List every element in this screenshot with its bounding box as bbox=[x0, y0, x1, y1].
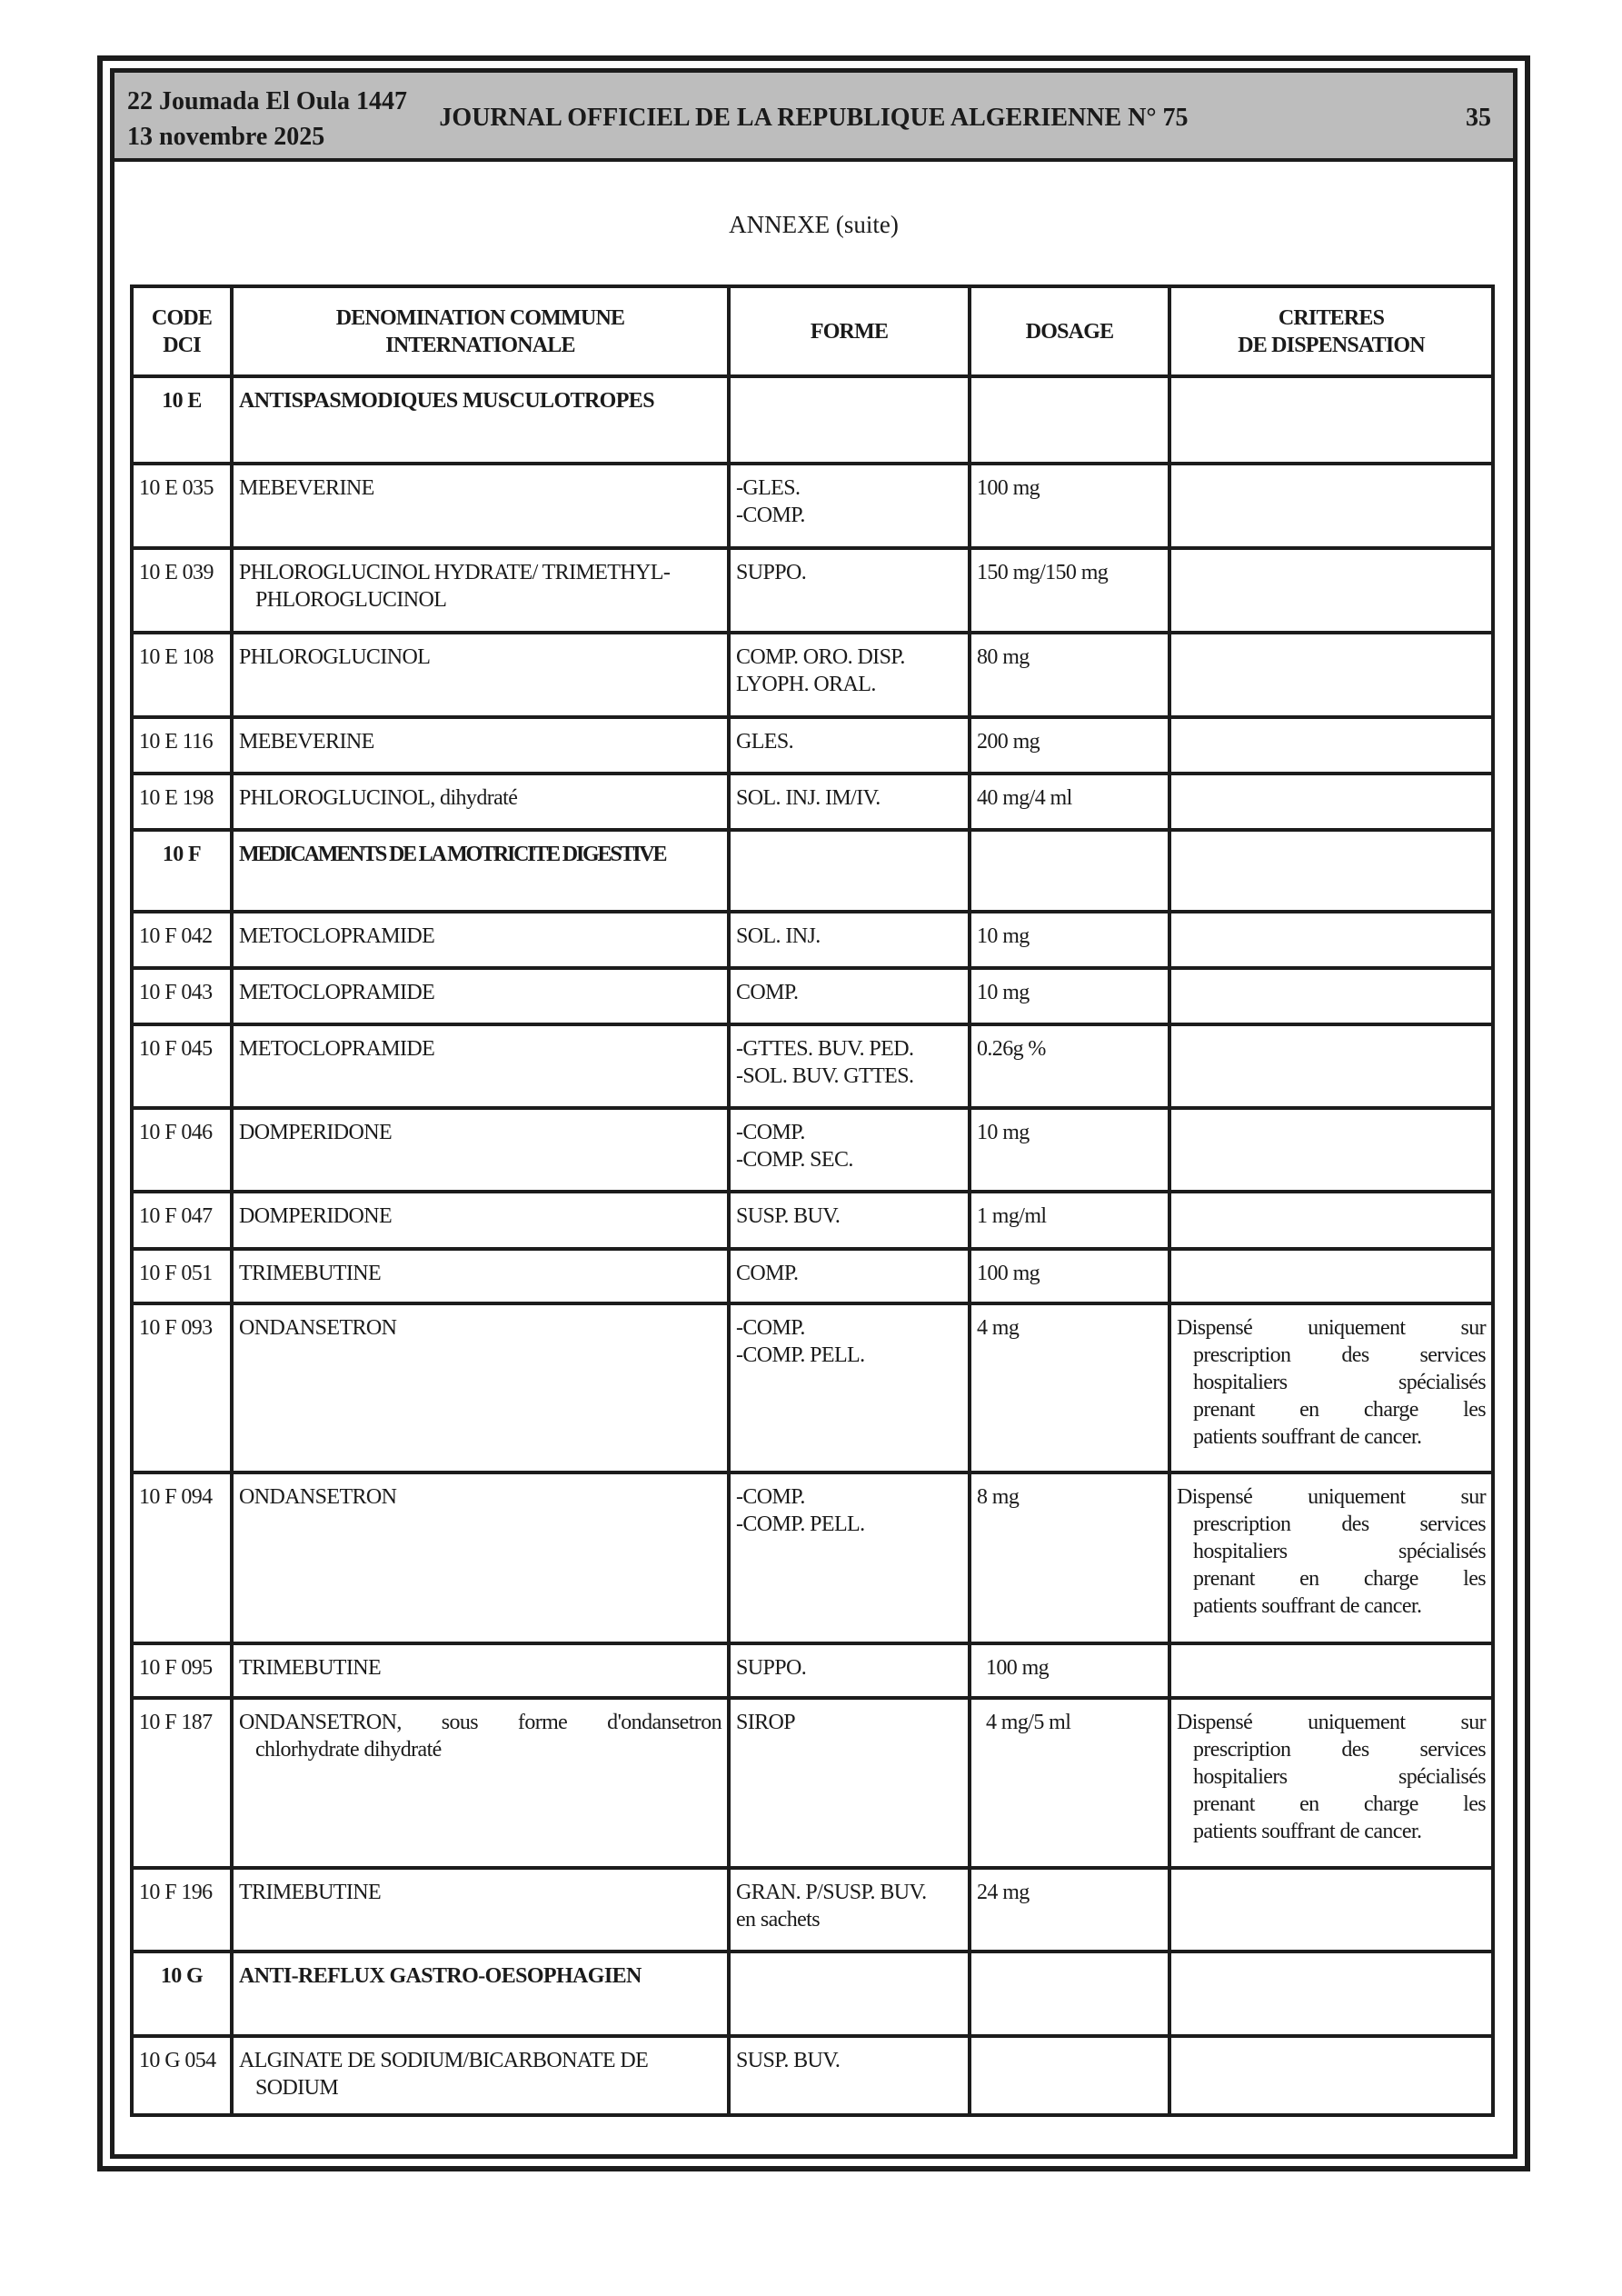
name-cell: METOCLOPRAMIDE bbox=[232, 968, 729, 1024]
dosage-cell: 100 mg bbox=[970, 1643, 1169, 1698]
dosage-cell: 100 mg bbox=[970, 1249, 1169, 1303]
forme-line: SUSP. BUV. bbox=[736, 2049, 841, 2072]
name-continuation: SODIUM bbox=[255, 2076, 339, 2100]
dosage-cell bbox=[970, 2036, 1169, 2115]
forme-line: SUPPO. bbox=[736, 1656, 807, 1680]
name-cell: ONDANSETRON bbox=[232, 1303, 729, 1472]
name-cell: PHLOROGLUCINOL bbox=[232, 633, 729, 717]
table-row bbox=[132, 912, 1493, 968]
gregorian-date: 13 novembre 2025 bbox=[127, 123, 325, 151]
col-header-forme: FORME bbox=[729, 286, 970, 376]
code-cell: 10 F 046 bbox=[132, 1108, 232, 1192]
criteres-cell bbox=[1169, 830, 1493, 912]
code-cell: 10 F 094 bbox=[132, 1472, 232, 1643]
forme-line: SUSP. BUV. bbox=[736, 1204, 841, 1228]
code-cell: 10 F 187 bbox=[132, 1698, 232, 1868]
col-header-criteres-line1: CRITERES bbox=[1278, 305, 1385, 330]
criteres-line: prescription des services bbox=[1193, 1512, 1486, 1536]
criteres-cell bbox=[1169, 1108, 1493, 1192]
name-line: ALGINATE DE SODIUM/BICARBONATE DE bbox=[239, 2049, 649, 2072]
section-row bbox=[132, 376, 1493, 464]
criteres-line: prenant en charge les bbox=[1193, 1567, 1486, 1591]
dosage-cell bbox=[970, 1952, 1169, 2036]
col-header-dci-line1: DENOMINATION COMMUNE bbox=[335, 305, 625, 330]
forme-line: -COMP. SEC. bbox=[736, 1148, 853, 1172]
dosage-cell: 0.26g % bbox=[970, 1024, 1169, 1108]
dosage-cell: 1 mg/ml bbox=[970, 1192, 1169, 1249]
code-cell: 10 F 043 bbox=[132, 968, 232, 1024]
table-row bbox=[132, 1698, 1493, 1868]
name-cell bbox=[232, 1698, 729, 1868]
forme-cell bbox=[729, 1698, 970, 1868]
forme-cell bbox=[729, 2036, 970, 2115]
criteres-cell bbox=[1169, 548, 1493, 633]
name-cell bbox=[232, 548, 729, 633]
forme-line: LYOPH. ORAL. bbox=[736, 673, 876, 696]
table-row bbox=[132, 1303, 1493, 1472]
forme-cell bbox=[729, 1303, 970, 1472]
dosage-cell bbox=[970, 830, 1169, 912]
table-row bbox=[132, 1643, 1493, 1698]
col-header-dci bbox=[232, 286, 729, 376]
col-header-criteres bbox=[1169, 286, 1493, 376]
criteres-line: hospitaliers spécialisés bbox=[1193, 1540, 1486, 1563]
forme-cell bbox=[729, 1108, 970, 1192]
code-cell: 10 E 039 bbox=[132, 548, 232, 633]
forme-line: -COMP. PELL. bbox=[736, 1512, 865, 1536]
table-row bbox=[132, 548, 1493, 633]
table-row bbox=[132, 633, 1493, 717]
page-number: 35 bbox=[1466, 104, 1491, 132]
journal-header bbox=[114, 73, 1513, 162]
col-header-criteres-line2: DE DISPENSATION bbox=[1238, 333, 1425, 357]
forme-cell bbox=[729, 1472, 970, 1643]
forme-line: SOL. INJ. IM/IV. bbox=[736, 786, 881, 810]
code-cell: 10 E 108 bbox=[132, 633, 232, 717]
forme-line: -GLES. bbox=[736, 476, 801, 500]
dosage-cell: 24 mg bbox=[970, 1868, 1169, 1952]
section-name: ANTISPASMODIQUES MUSCULOTROPES bbox=[232, 376, 729, 464]
code-cell: 10 E 116 bbox=[132, 717, 232, 774]
criteres-cell bbox=[1169, 968, 1493, 1024]
code-cell: 10 F 196 bbox=[132, 1868, 232, 1952]
forme-line: COMP. bbox=[736, 1262, 799, 1285]
forme-cell bbox=[729, 633, 970, 717]
section-code: 10 F bbox=[132, 830, 232, 912]
criteres-cell bbox=[1169, 1024, 1493, 1108]
forme-line: GLES. bbox=[736, 730, 794, 754]
name-continuation: chlorhydrate dihydraté bbox=[255, 1738, 442, 1762]
criteres-cell bbox=[1169, 1192, 1493, 1249]
forme-cell bbox=[729, 1192, 970, 1249]
dosage-cell: 80 mg bbox=[970, 633, 1169, 717]
dosage-cell: 4 mg bbox=[970, 1303, 1169, 1472]
journal-title: JOURNAL OFFICIEL DE LA REPUBLIQUE ALGERIENNE N° 75 bbox=[439, 104, 1189, 132]
dosage-cell: 10 mg bbox=[970, 912, 1169, 968]
criteres-cell bbox=[1169, 376, 1493, 464]
table-row bbox=[132, 968, 1493, 1024]
section-code: 10 E bbox=[132, 376, 232, 464]
name-continuation: PHLOROGLUCINOL bbox=[255, 588, 447, 612]
name-cell: PHLOROGLUCINOL, dihydraté bbox=[232, 774, 729, 830]
forme-line: SIROP bbox=[736, 1711, 796, 1734]
forme-line: -SOL. BUV. GTTES. bbox=[736, 1064, 914, 1088]
table-row bbox=[132, 1192, 1493, 1249]
code-cell: 10 G 054 bbox=[132, 2036, 232, 2115]
forme-line: -COMP. bbox=[736, 1121, 805, 1144]
criteres-line: Dispensé uniquement sur bbox=[1177, 1485, 1486, 1509]
col-header-code bbox=[132, 286, 232, 376]
name-cell: MEBEVERINE bbox=[232, 464, 729, 548]
forme-cell bbox=[729, 774, 970, 830]
name-cell: DOMPERIDONE bbox=[232, 1192, 729, 1249]
forme-line: SOL. INJ. bbox=[736, 924, 821, 948]
criteres-line: patients souffrant de cancer. bbox=[1193, 1425, 1422, 1449]
dosage-cell: 4 mg/5 ml bbox=[970, 1698, 1169, 1868]
section-code: 10 G bbox=[132, 1952, 232, 2036]
forme-line: COMP. bbox=[736, 981, 799, 1004]
section-name: MEDICAMENTS DE LA MOTRICITE DIGESTIVE bbox=[232, 830, 729, 912]
forme-line: -COMP. bbox=[736, 1316, 805, 1340]
criteres-cell bbox=[1169, 1643, 1493, 1698]
code-cell: 10 F 042 bbox=[132, 912, 232, 968]
annex-table bbox=[130, 285, 1495, 2117]
name-line: PHLOROGLUCINOL HYDRATE/ TRIMETHYL- bbox=[239, 561, 671, 584]
col-header-dosage: DOSAGE bbox=[970, 286, 1169, 376]
forme-cell bbox=[729, 1643, 970, 1698]
table-row bbox=[132, 1868, 1493, 1952]
dosage-cell: 8 mg bbox=[970, 1472, 1169, 1643]
col-header-code-line2: DCI bbox=[163, 333, 201, 357]
criteres-cell bbox=[1169, 2036, 1493, 2115]
table-row bbox=[132, 2036, 1493, 2115]
name-cell: TRIMEBUTINE bbox=[232, 1868, 729, 1952]
table-row bbox=[132, 1249, 1493, 1303]
dosage-cell: 10 mg bbox=[970, 1108, 1169, 1192]
criteres-line: prenant en charge les bbox=[1193, 1398, 1486, 1422]
code-cell: 10 E 198 bbox=[132, 774, 232, 830]
criteres-line: Dispensé uniquement sur bbox=[1177, 1316, 1486, 1340]
forme-cell bbox=[729, 1249, 970, 1303]
criteres-cell bbox=[1169, 717, 1493, 774]
dosage-cell bbox=[970, 376, 1169, 464]
name-cell: TRIMEBUTINE bbox=[232, 1249, 729, 1303]
forme-line: -GTTES. BUV. PED. bbox=[736, 1037, 914, 1061]
section-row bbox=[132, 1952, 1493, 2036]
criteres-cell bbox=[1169, 1868, 1493, 1952]
criteres-line: patients souffrant de cancer. bbox=[1193, 1594, 1422, 1618]
dosage-cell: 150 mg/150 mg bbox=[970, 548, 1169, 633]
forme-line: SUPPO. bbox=[736, 561, 807, 584]
criteres-line: Dispensé uniquement sur bbox=[1177, 1711, 1486, 1734]
forme-line: -COMP. PELL. bbox=[736, 1343, 865, 1367]
criteres-cell bbox=[1169, 774, 1493, 830]
name-cell: MEBEVERINE bbox=[232, 717, 729, 774]
criteres-line: prenant en charge les bbox=[1193, 1792, 1486, 1816]
code-cell: 10 E 035 bbox=[132, 464, 232, 548]
name-cell: ONDANSETRON bbox=[232, 1472, 729, 1643]
forme-line: -COMP. bbox=[736, 504, 805, 527]
section-name: ANTI-REFLUX GASTRO-OESOPHAGIEN bbox=[232, 1952, 729, 2036]
name-cell: TRIMEBUTINE bbox=[232, 1643, 729, 1698]
dosage-cell: 40 mg/4 ml bbox=[970, 774, 1169, 830]
criteres-line: prescription des services bbox=[1193, 1343, 1486, 1367]
hijri-date: 22 Joumada El Oula 1447 bbox=[127, 87, 408, 115]
criteres-cell bbox=[1169, 1698, 1493, 1868]
table-row bbox=[132, 1108, 1493, 1192]
criteres-cell bbox=[1169, 464, 1493, 548]
dosage-cell: 100 mg bbox=[970, 464, 1169, 548]
criteres-cell bbox=[1169, 633, 1493, 717]
criteres-line: hospitaliers spécialisés bbox=[1193, 1765, 1486, 1789]
table-row bbox=[132, 464, 1493, 548]
forme-cell bbox=[729, 830, 970, 912]
criteres-line: patients souffrant de cancer. bbox=[1193, 1820, 1422, 1843]
forme-cell bbox=[729, 376, 970, 464]
code-cell: 10 F 093 bbox=[132, 1303, 232, 1472]
forme-cell bbox=[729, 464, 970, 548]
table-header-row bbox=[132, 286, 1493, 376]
forme-line: en sachets bbox=[736, 1908, 820, 1932]
criteres-line: hospitaliers spécialisés bbox=[1193, 1371, 1486, 1394]
table-row bbox=[132, 1472, 1493, 1643]
table-row bbox=[132, 774, 1493, 830]
criteres-cell bbox=[1169, 1952, 1493, 2036]
col-header-code-line1: CODE bbox=[151, 305, 213, 330]
forme-line: COMP. ORO. DISP. bbox=[736, 645, 905, 669]
code-cell: 10 F 051 bbox=[132, 1249, 232, 1303]
criteres-cell bbox=[1169, 1472, 1493, 1643]
criteres-cell bbox=[1169, 1249, 1493, 1303]
forme-cell bbox=[729, 1952, 970, 2036]
table-row bbox=[132, 1024, 1493, 1108]
name-cell: METOCLOPRAMIDE bbox=[232, 1024, 729, 1108]
dosage-cell: 10 mg bbox=[970, 968, 1169, 1024]
name-cell: METOCLOPRAMIDE bbox=[232, 912, 729, 968]
col-header-dci-line2: INTERNATIONALE bbox=[385, 333, 575, 357]
code-cell: 10 F 045 bbox=[132, 1024, 232, 1108]
name-cell bbox=[232, 2036, 729, 2115]
criteres-cell bbox=[1169, 1303, 1493, 1472]
section-row bbox=[132, 830, 1493, 912]
forme-cell bbox=[729, 548, 970, 633]
forme-line: GRAN. P/SUSP. BUV. bbox=[736, 1881, 927, 1904]
forme-cell bbox=[729, 717, 970, 774]
forme-line: -COMP. bbox=[736, 1485, 805, 1509]
forme-cell bbox=[729, 968, 970, 1024]
name-line: ONDANSETRON, sous forme d'ondansetron bbox=[239, 1711, 721, 1734]
dosage-cell: 200 mg bbox=[970, 717, 1169, 774]
criteres-line: prescription des services bbox=[1193, 1738, 1486, 1762]
table-row bbox=[132, 717, 1493, 774]
forme-cell bbox=[729, 1024, 970, 1108]
forme-cell bbox=[729, 1868, 970, 1952]
forme-cell bbox=[729, 912, 970, 968]
code-cell: 10 F 095 bbox=[132, 1643, 232, 1698]
name-cell: DOMPERIDONE bbox=[232, 1108, 729, 1192]
criteres-cell bbox=[1169, 912, 1493, 968]
annex-title: ANNEXE (suite) bbox=[729, 211, 899, 238]
code-cell: 10 F 047 bbox=[132, 1192, 232, 1249]
